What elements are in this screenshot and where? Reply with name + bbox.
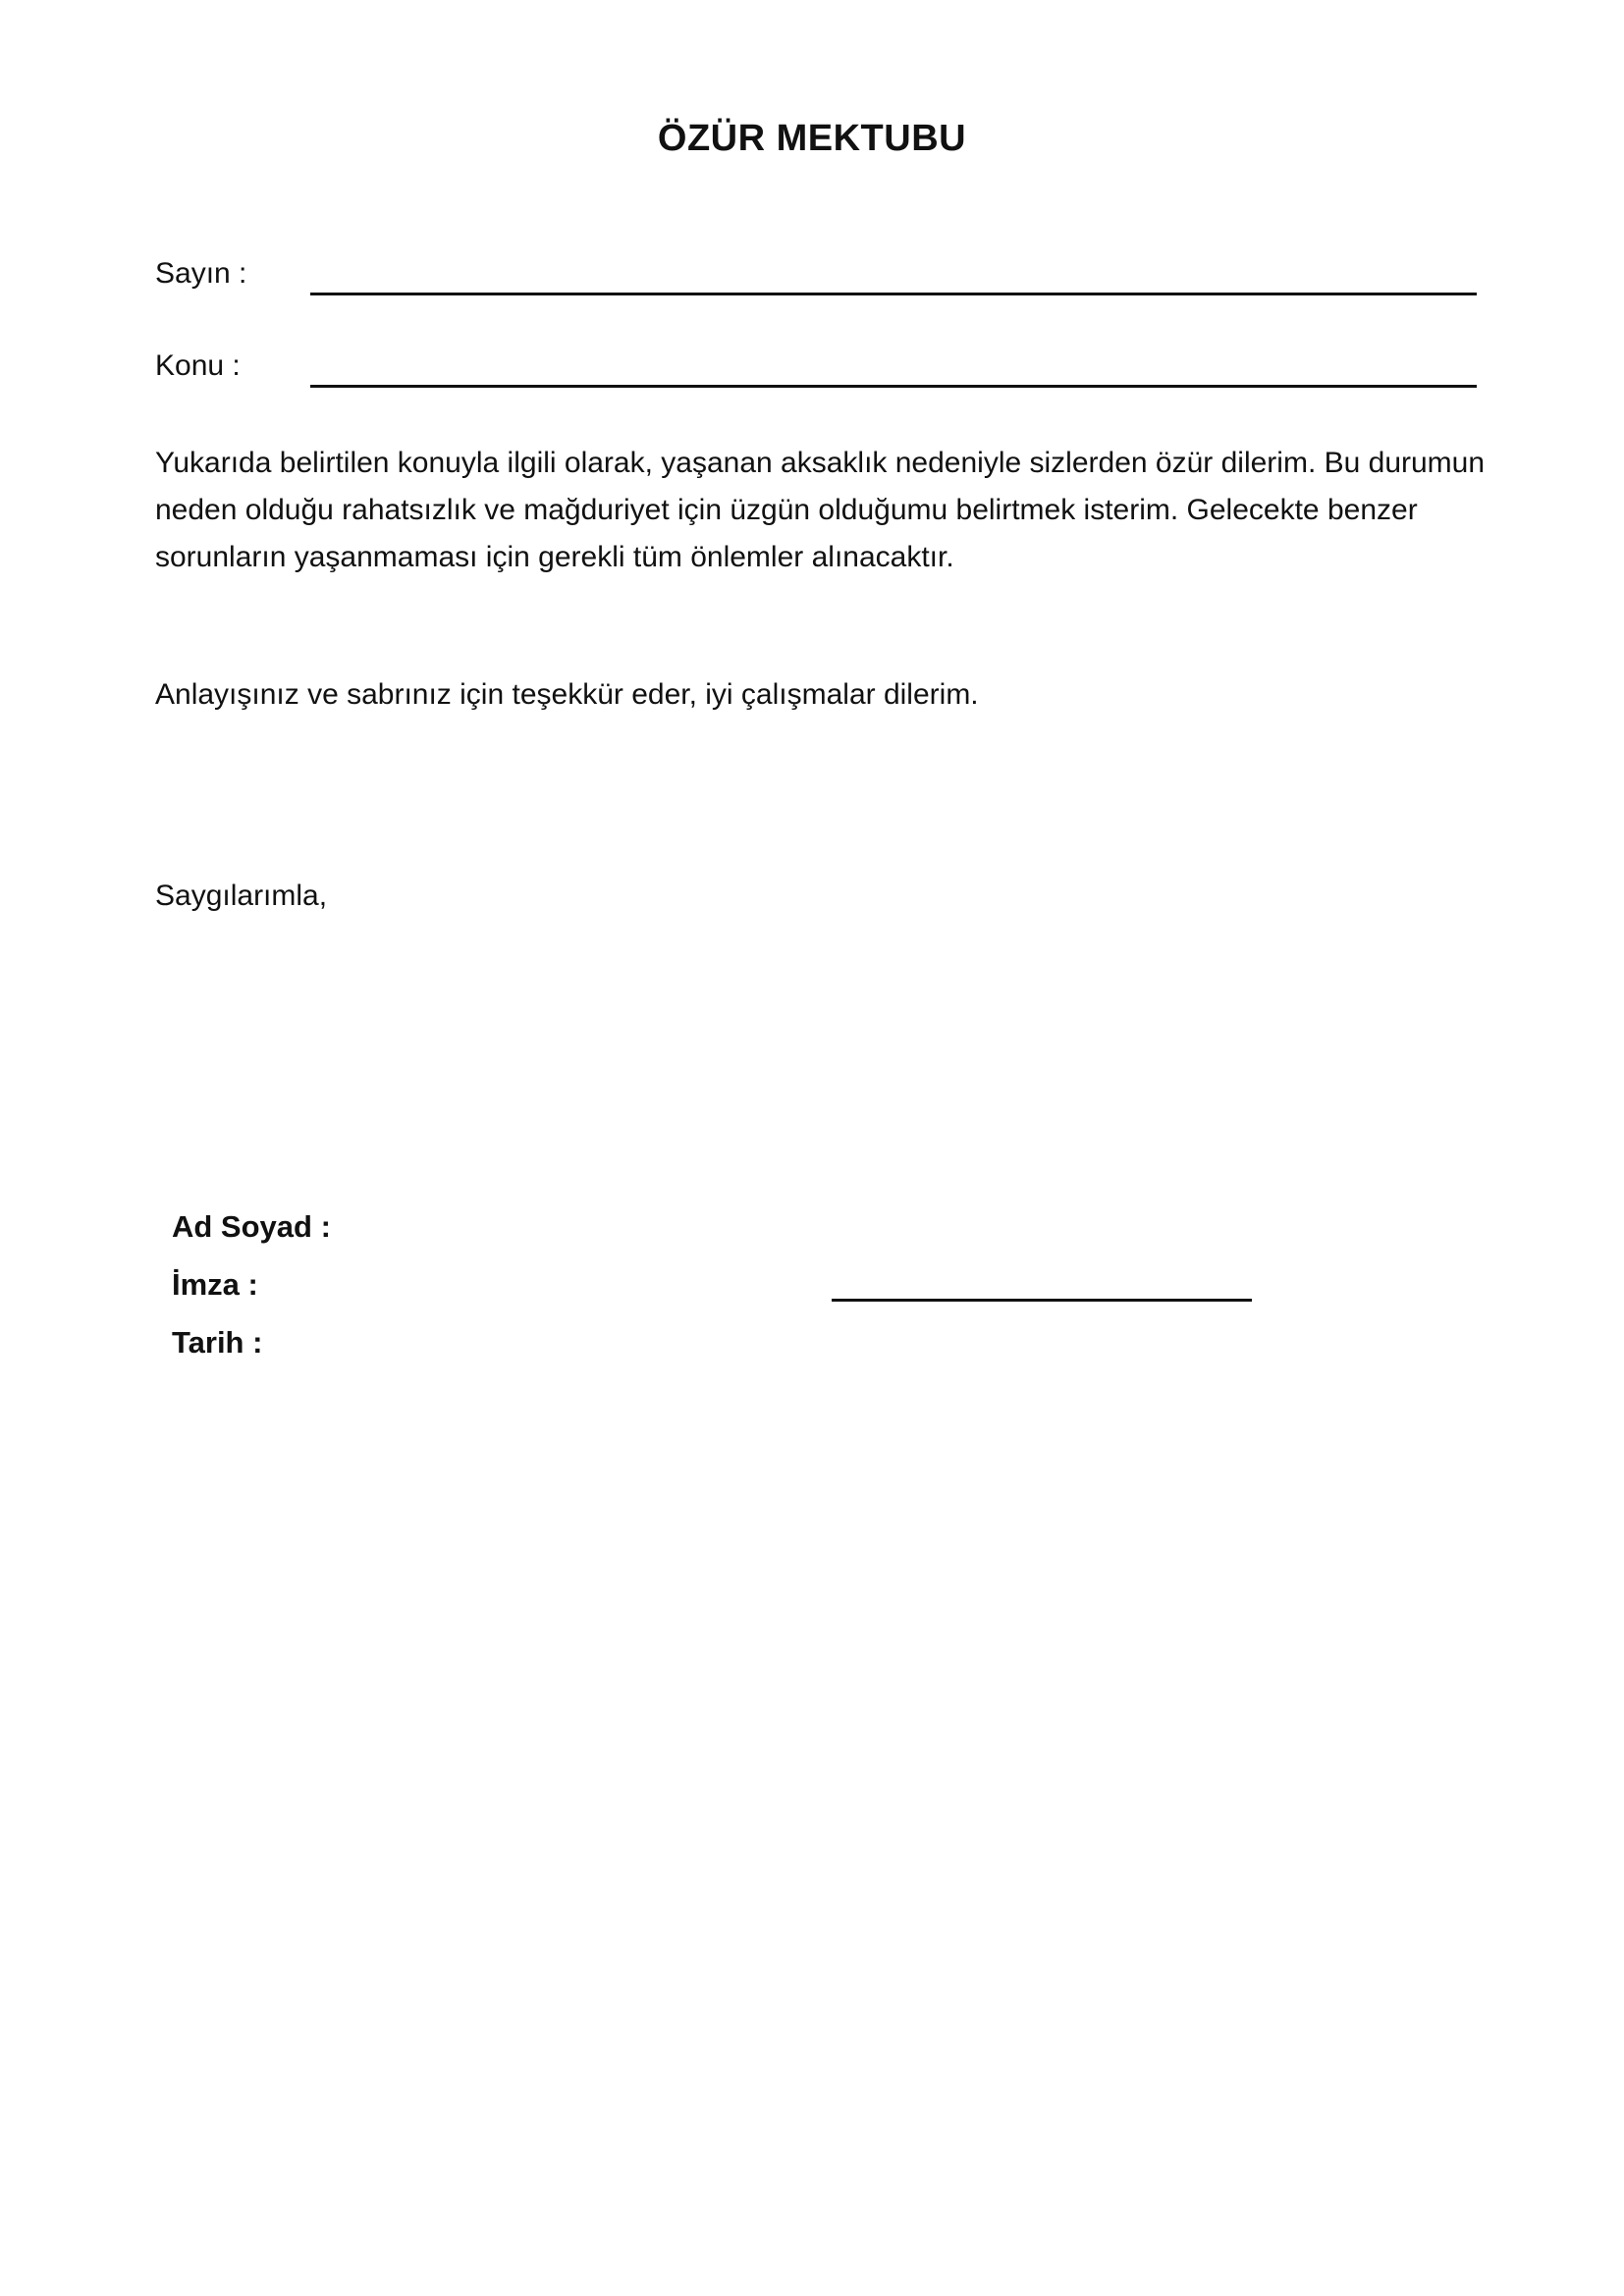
- closing-text: Saygılarımla,: [155, 880, 328, 912]
- konu-label: Konu :: [155, 349, 241, 382]
- sayin-label: Sayın :: [155, 257, 247, 290]
- date-label: Tarih :: [172, 1325, 263, 1360]
- name-label: Ad Soyad :: [172, 1209, 331, 1244]
- konu-blank-line: [310, 385, 1477, 388]
- body-paragraph-2: Anlayışınız ve sabrınız için teşekkür eder, iyi çalışmalar dilerim.: [155, 678, 979, 711]
- document-title: ÖZÜR MEKTUBU: [657, 118, 967, 159]
- signature-label: İmza :: [172, 1267, 258, 1302]
- signature-line: [832, 1299, 1252, 1302]
- sayin-blank-line: [310, 293, 1477, 295]
- body-paragraph-1: Yukarıda belirtilen konuyla ilgili olarak, yaşanan aksaklık nedeniyle sizlerden özür dilerim. Bu durumun neden olduğu rahatsızlık ve mağduriyet için üzgün olduğumu belirtmek isterim. Gelecekte benzer sorunların yaşanmaması için gerekli tüm önlemler alınacaktır.: [155, 447, 1486, 573]
